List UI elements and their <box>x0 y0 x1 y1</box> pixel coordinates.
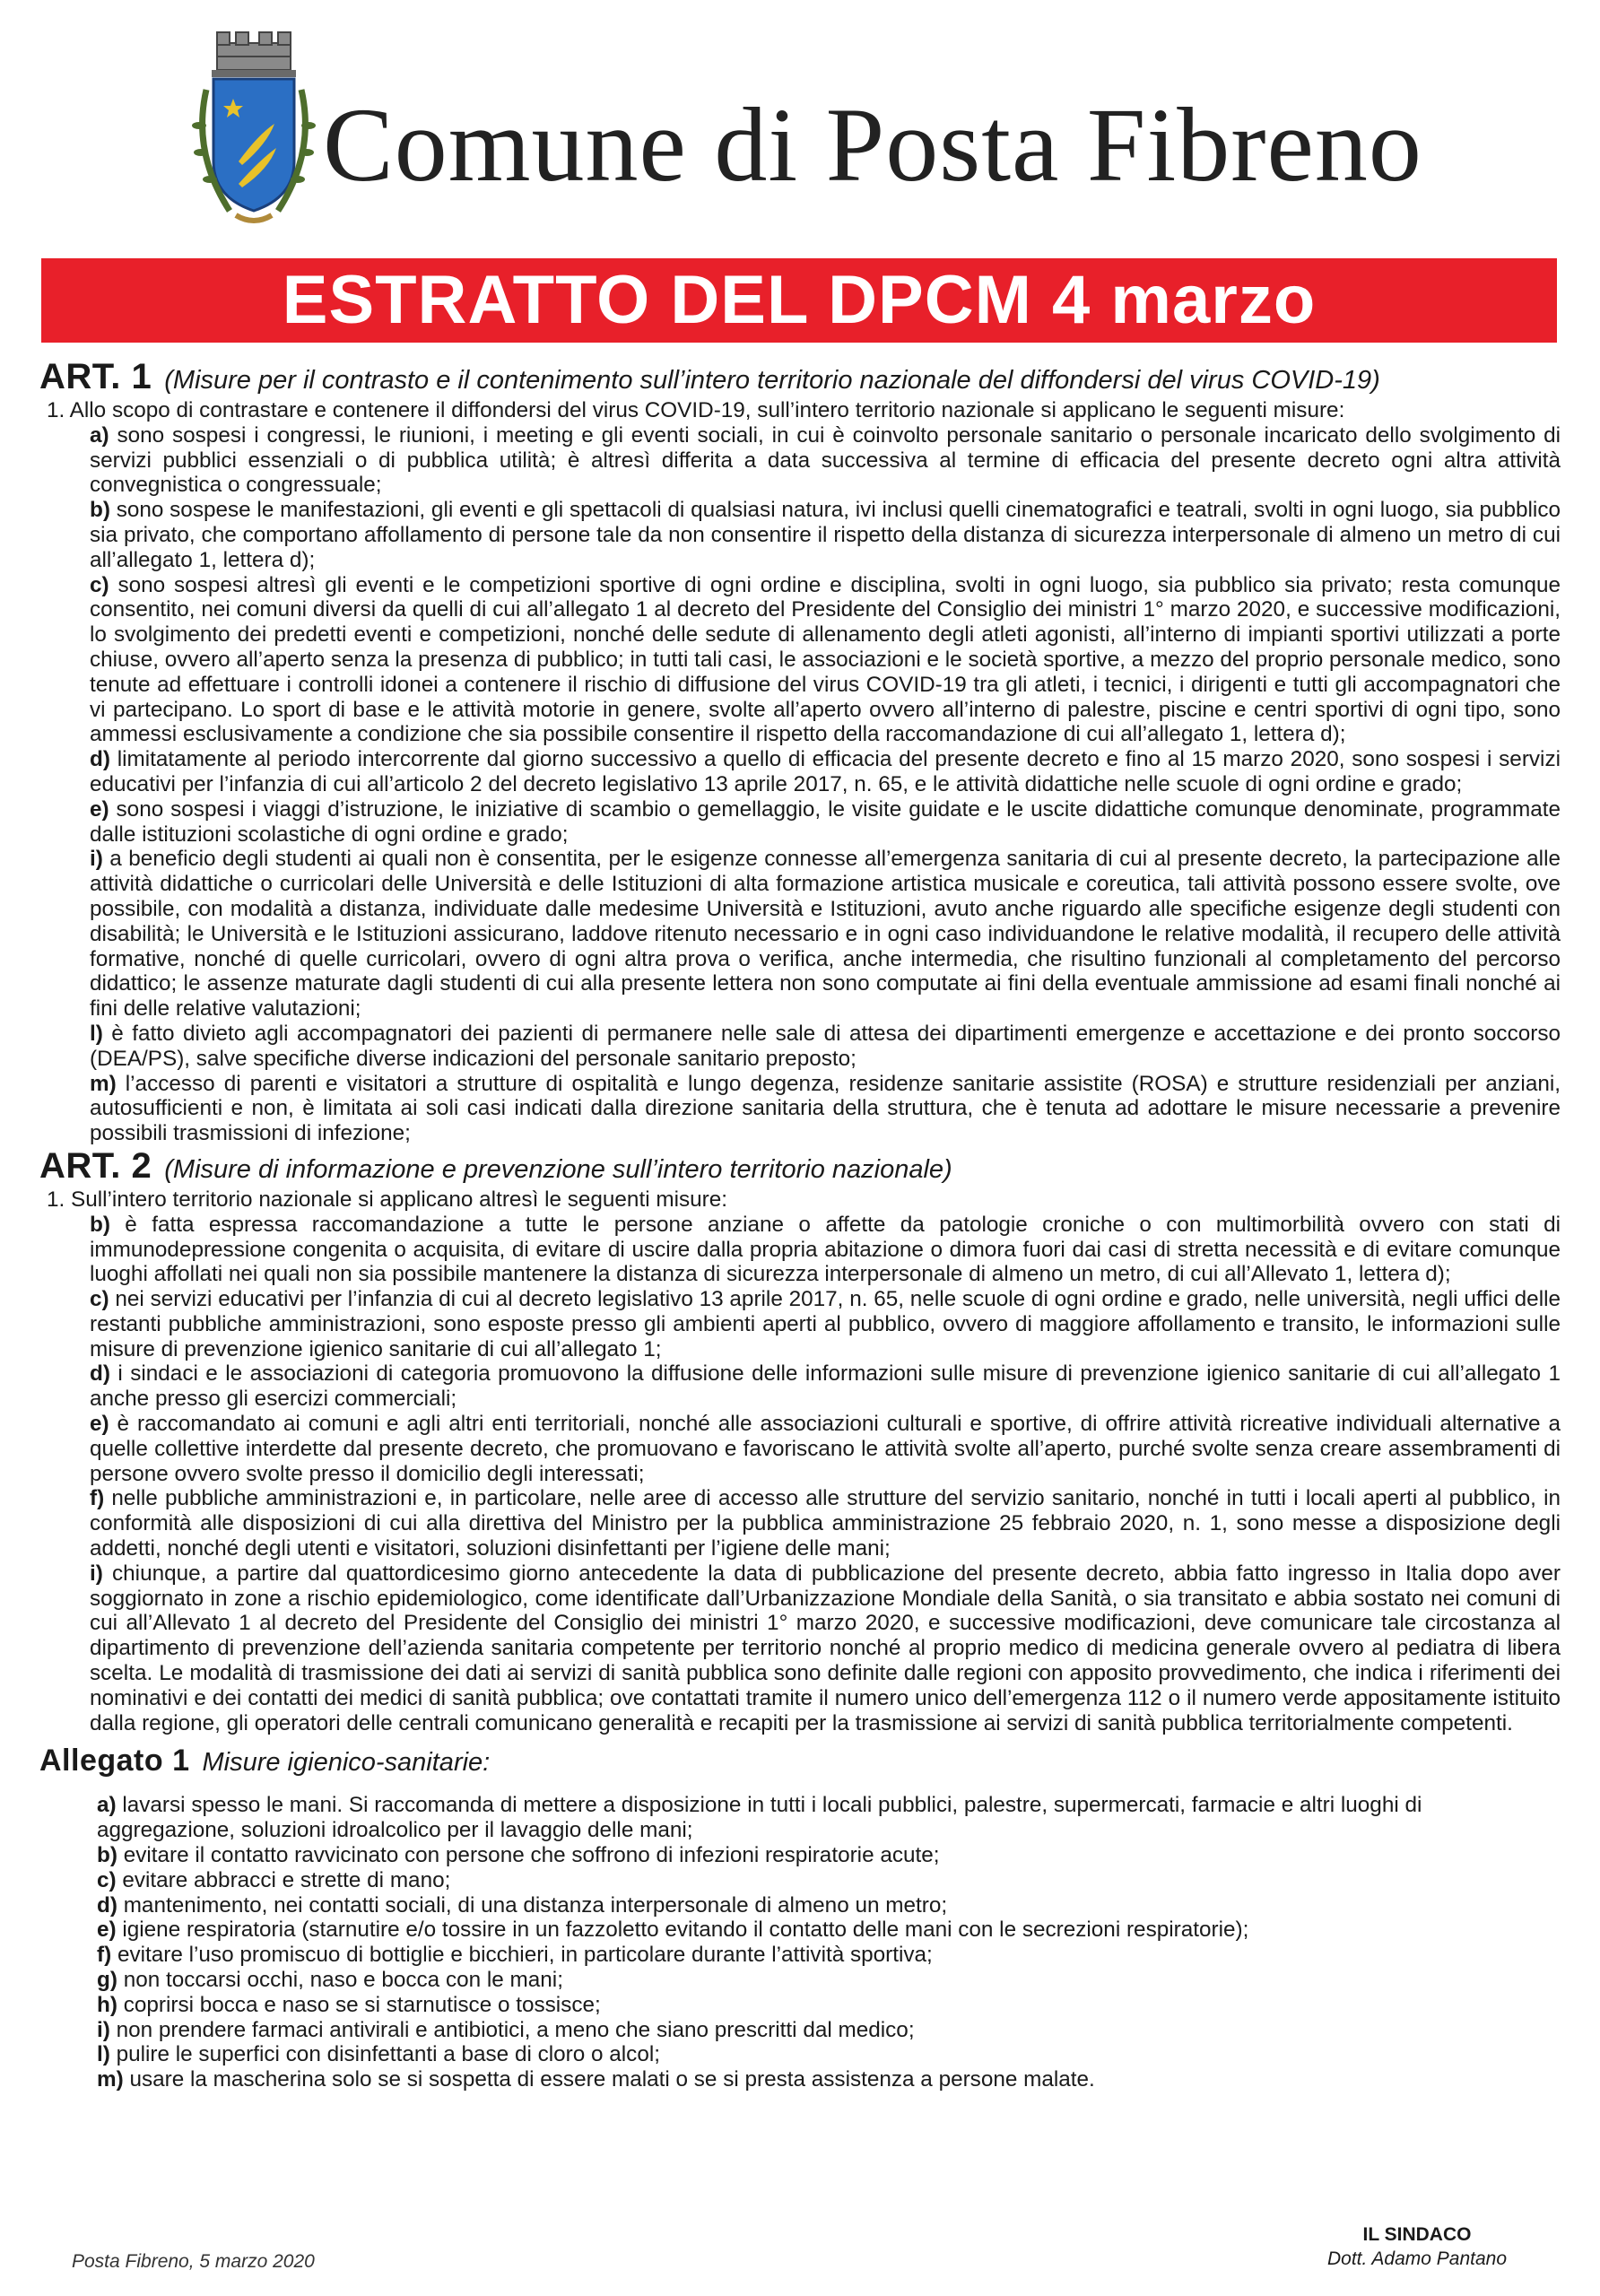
list-item: i) chiunque, a partire dal quattordicesimo giorno antecedente la data di pubblicazione del presente decreto, abbia fatto ingresso in Italia dopo aver soggiornato in zone a rischio epidemiologico, come identificate dall’Urbanizzazione Mondiale della Sanità, o sia transitato e abbia sostato nei comuni di cui all’Allevato 1 al decreto del Presidente del Consiglio dei ministri 1° marzo 2020, e successive modificazioni, deve comunicare tale circostanza al dipartimento di prevenzione dell’azienda sanitaria competente per territorio nonché al proprio medico di medicina generale ovvero al pediatra di libera scelta. Le modalità di trasmissione dei dati ai servizi di sanità pubblica sono definite dalle regioni con apposito provvedimento, che indica i riferimenti dei nominativi e dei contatti dei medici di sanità pubblica; ove contattati tramite il numero unico dell’emergenza 112 o il numero verde appositamente istituito dalla regione, gli operatori delle centrali comunicano generalità e recapiti per la trasmissione ai servizi di sanità pubblica territorialmente competenti. <box>90 1561 1561 1735</box>
art1-intro: 1. Allo scopo di contrastare e contenere il diffondersi del virus COVID-19, sull’intero territorio nazionale si applicano le seguenti misure: <box>47 398 1345 422</box>
list-item: l) è fatto divieto agli accompagnatori dei pazienti di permanere nelle sale di attesa dei dipartimenti emergenze e accettazione e dei pronto soccorso (DEA/PS), salve specifiche diverse indicazioni del personale sanitario preposto; <box>90 1021 1561 1071</box>
municipal-crest-icon <box>187 27 321 233</box>
art1-heading <box>39 357 1561 398</box>
list-item: h) coprirsi bocca e naso se si starnutisce o tossisce; <box>97 1992 601 2017</box>
allegato-label: Allegato 1 <box>39 1744 190 1779</box>
list-item: e) sono sospesi i viaggi d’istruzione, le iniziative di scambio o gemellaggio, le visite guidate e le uscite didattiche comunque denominate, programmate dalle istituzioni scolastiche di ogni ordine e grado; <box>90 796 1561 847</box>
list-item: d) mantenimento, nei contatti sociali, di una distanza interpersonale di almeno un metro; <box>97 1892 948 1918</box>
art2-subtitle: (Misure di informazione e prevenzione sull’intero territorio nazionale) <box>164 1154 952 1184</box>
art2-heading <box>39 1145 1561 1187</box>
list-item: i) a beneficio degli studenti ai quali non è consentita, per le esigenze connesse all’emergenza sanitaria di cui al presente decreto, la partecipazione alle attività didattiche o curricolari delle Università e delle Istituzioni di alta formazione artistica musicale e coreutica, tali attività possono essere svolte, ove possibile, con modalità a distanza, individuate dalle medesime Università e Istituzioni, avuto anche riguardo alle specifiche esigenze degli studenti con disabilità; le Università e le Istituzioni assicurano, laddove ritenuto necessario e in ogni caso individuandone le relative modalità, il recupero delle attività formative, nonché di quelle curricolari, ovvero di ogni altra prova o verifica, anche intermedia, che risultino funzionali al completamento del percorso didattico; le assenze maturate dagli studenti di cui alla presente lettera non sono computate ai fini della eventuale ammissione ad esami finali nonché ai fini delle relative valutazioni; <box>90 847 1561 1022</box>
art1-subtitle: (Misure per il contrasto e il contenimento sull’intero territorio nazionale del diffondersi del virus COVID-19) <box>164 366 1380 395</box>
list-item: f) nelle pubbliche amministrazioni e, in particolare, nelle aree di accesso alle strutture del servizio sanitario, nonché in tutti i locali aperti al pubblico, in conformità alle disposizioni di cui alla direttiva del Ministro per la pubblica amministrazione 25 febbraio 2020, n. 1, sono messe a disposizione degli addetti, nonché degli utenti e visitatori, soluzioni disinfettanti per l’igiene delle mani; <box>90 1486 1561 1561</box>
list-item: b) sono sospese le manifestazioni, gli eventi e gli spettacoli di qualsiasi natura, ivi inclusi quelli cinematografici e teatrali, svolti in ogni luogo, sia pubblico sia privato, che comportano affollamento di persone tale da non consentire il rispetto della distanza di sicurezza interpersonale di almeno un metro di cui all’allegato 1, lettera d); <box>90 498 1561 572</box>
list-item: i) non prendere farmaci antivirali e antibiotici, a meno che siano prescritti dal medico; <box>97 2017 915 2042</box>
list-item: c) sono sospesi altresì gli eventi e le competizioni sportive di ogni ordine e disciplina, svolti in ogni luogo, sia pubblico sia privato; resta comunque consentito, nei comuni diversi da quelli di cui all’allegato 1 al decreto del Presidente del Consiglio dei ministri 1° marzo 2020, e successive modificazioni, lo svolgimento dei predetti eventi e competizioni, nonché delle sedute di allenamento degli atleti agonisti, all’interno di impianti sportivi utilizzati a porte chiuse, ovvero all’aperto senza la presenza di pubblico; in tutti tali casi, le associazioni e le società sportive, a mezzo del proprio personale medico, sono tenute ad effettuare i controlli idonei a contenere il rischio di diffusione del virus COVID-19 tra gli atleti, i tecnici, i dirigenti e tutti gli accompagnatori che vi partecipano. Lo sport di base e le attività motorie in genere, svolte all’aperto ovvero all’interno di palestre, piscine e centri sportivi di ogni tipo, sono ammessi esclusivamente a condizione che sia possibile consentire il rispetto della raccomandazione di cui all’allegato 1, lettera d); <box>90 572 1561 747</box>
list-item: b) evitare il contatto ravvicinato con persone che soffrono di infezioni respiratorie acute; <box>97 1843 940 1868</box>
list-item: c) evitare abbracci e strette di mano; <box>97 1867 451 1892</box>
signature-block <box>1318 2222 1516 2271</box>
art1-label: ART. 1 <box>39 357 152 396</box>
list-item: l) pulire le superfici con disinfettanti a base di cloro o alcol; <box>97 2042 660 2067</box>
list-item: m) l’accesso di parenti e visitatori a strutture di ospitalità e lungo degenza, residenze sanitarie assistite (ROSA) e strutture residenziali per anziani, autosufficienti e non, è limitata ai soli casi indicati dalla direzione sanitaria della struttura, che è tenuta ad adottare le misure necessarie a prevenire possibili trasmissioni di infezione; <box>90 1071 1561 1146</box>
footer-date: Posta Fibreno, 5 marzo 2020 <box>72 2251 315 2272</box>
art2-items <box>39 1213 1561 1736</box>
document-body <box>39 359 1561 2092</box>
signature-role: IL SINDACO <box>1362 2224 1472 2245</box>
list-item: m) usare la mascherina solo se si sospetta di essere malati o se si presta assistenza a persone malate. <box>97 2067 1095 2092</box>
list-item: b) è fatta espressa raccomandazione a tutte le persone anziane o affette da patologie croniche o con multimorbilità ovvero con stati di immunodepressione congenita o acquisita, di evitare di uscire dalla propria abitazione o dimora fuori dai casi di stretta necessità e di evitare comunque luoghi affollati nei quali non sia possibile mantenere la distanza di sicurezza interpersonale di almeno un metro, di cui all’Allevato 1, lettera d); <box>90 1212 1561 1287</box>
list-item: a) lavarsi spesso le mani. Si raccomanda di mettere a disposizione in tutti i locali pubblici, palestre, supermercati, farmacie e altri luoghi di aggregazione, soluzioni idroalcolico per il lavaggio delle mani; <box>97 1793 1422 1843</box>
allegato-subtitle: Misure igienico-sanitarie: <box>202 1748 491 1778</box>
list-item: a) sono sospesi i congressi, le riunioni, i meeting e gli eventi sociali, in cui è coinvolto personale sanitario o personale incaricato dello svolgimento di servizi pubblici essenziali o di pubblica utilità; è altresì differita a data successiva al termine di efficacia del presente decreto ogni altra attività convegnistica o congressuale; <box>90 422 1561 498</box>
art2-intro: 1. Sull’intero territorio nazionale si applicano altresì le seguenti misure: <box>47 1187 727 1212</box>
allegato-heading <box>39 1744 1561 1780</box>
header <box>0 0 1600 242</box>
art1-items <box>39 423 1561 1146</box>
list-item: g) non toccarsi occhi, naso e bocca con le mani; <box>97 1968 563 1993</box>
list-item: d) limitatamente al periodo intercorrente dal giorno successivo a quello di efficacia del presente decreto e fino al 15 marzo 2020, sono sospesi i servizi educativi per l’infanzia di cui all’articolo 2 del decreto legislativo 13 aprile 2017, n. 65, e le attività didattiche nelle scuole di ogni ordine e grado; <box>90 747 1561 796</box>
allegato-items <box>39 1793 1561 2092</box>
list-item: e) igiene respiratoria (starnutire e/o tossire in un fazzoletto evitando il contatto delle mani con le secrezioni respiratorie); <box>97 1918 1249 1943</box>
list-item: c) nei servizi educativi per l’infanzia di cui al decreto legislativo 13 aprile 2017, n. 65, nelle scuole di ogni ordine e grado, nelle università, negli uffici delle restanti pubbliche amministrazioni, sono esposte presso gli ambienti aperti al pubblico, ovvero di maggiore affollamento e transito, le informazioni sulle misure di prevenzione igienico sanitarie di cui all’allegato 1; <box>90 1287 1561 1361</box>
signature-name: Dott. Adamo Pantano <box>1326 2248 1507 2269</box>
list-item: f) evitare l’uso promiscuo di bottiglie e bicchieri, in particolare durante l’attività sportiva; <box>97 1943 933 1968</box>
art2-label: ART. 2 <box>39 1145 152 1186</box>
list-item: d) i sindaci e le associazioni di categoria promuovono la diffusione delle informazioni sulle misure di prevenzione igienico sanitarie di cui all’allegato 1 anche presso gli esercizi commerciali; <box>90 1361 1561 1412</box>
banner-heading: ESTRATTO DEL DPCM 4 marzo <box>41 258 1557 343</box>
page-title: Comune di Posta Fibreno <box>323 86 1422 204</box>
list-item: e) è raccomandato ai comuni e agli altri enti territoriali, nonché alle associazioni culturali e sportive, di offrire attività ricreative individuali alternative a quelle collettive interdette dal presente decreto, che promuovano e favoriscano le attività svolte all’aperto, purché svolte senza creare assembramenti di persone ovvero svolte presso il domicilio degli interessati; <box>90 1412 1561 1486</box>
